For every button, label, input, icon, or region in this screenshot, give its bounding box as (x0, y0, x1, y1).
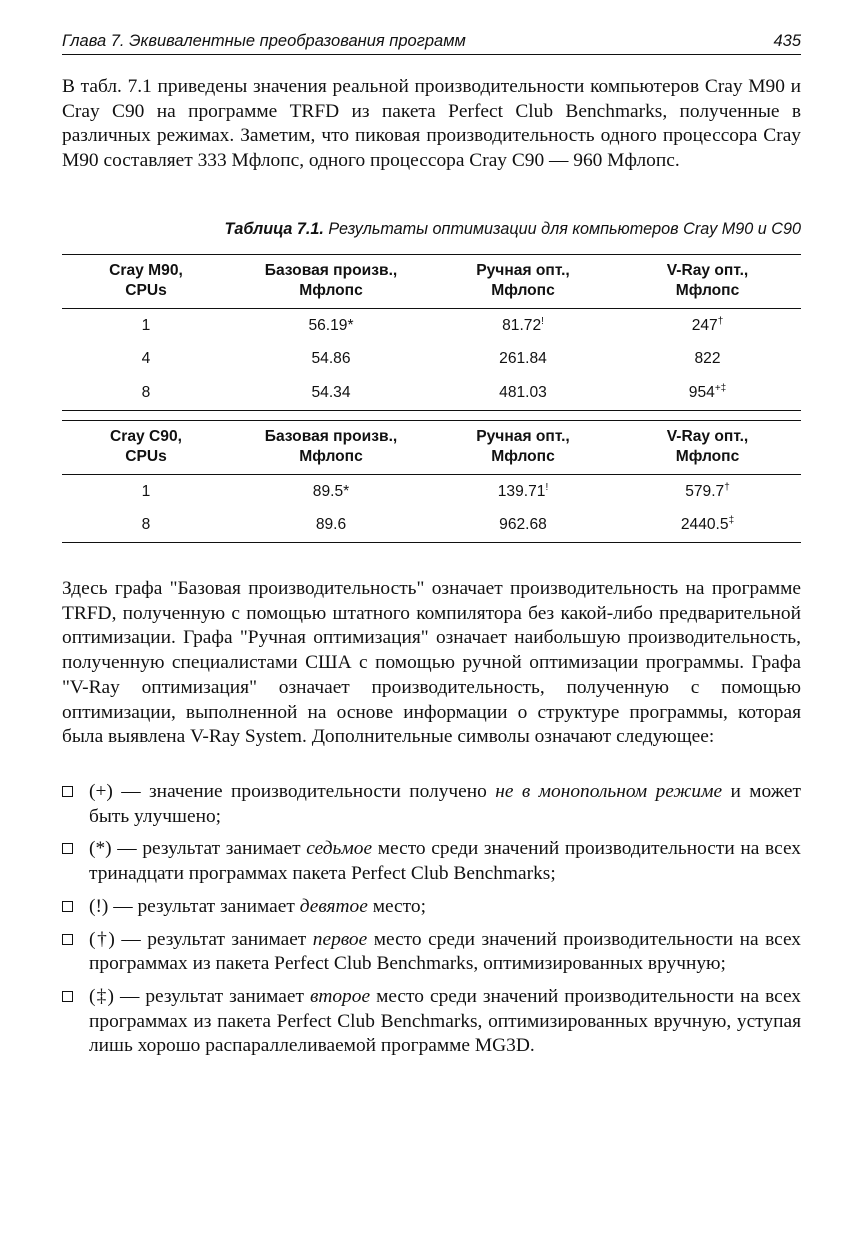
chapter-title: Глава 7. Эквивалентные преобразования программ (62, 32, 466, 50)
header-cpus: Cray M90, CPUs (109, 262, 183, 299)
table-cell: 54.34 (311, 383, 351, 401)
list-item: (!) — результат занимает девятое место; (62, 895, 801, 920)
symbol-legend-list (62, 780, 801, 1067)
table-cell: 8 (141, 383, 151, 401)
header-manual: Ручная опт., Мфлопс (476, 262, 570, 299)
table-cell: 962.68 (499, 516, 547, 534)
table-cell: 54.86 (311, 350, 351, 368)
table-cell: 481.03 (499, 383, 547, 401)
table-cell: 247† (691, 315, 724, 334)
table-cell: 261.84 (499, 350, 547, 368)
table-row (62, 376, 801, 410)
table-header-row (62, 421, 801, 475)
table-cell: 4 (141, 350, 151, 368)
table-header-row (62, 255, 801, 309)
table-cell: 89.5* (312, 482, 350, 500)
table-cell: 1 (141, 482, 151, 500)
table-cell: 8 (141, 516, 151, 534)
checkbox-bullet-icon (62, 901, 73, 912)
list-item: (*) — результат занимает седьмое место среди значений производительности на всех тринадцати программах пакета Perfect Club Benchmarks; (62, 837, 801, 886)
table-cell: 579.7† (685, 481, 730, 500)
header-vray: V-Ray опт., Мфлопс (666, 262, 749, 299)
page-number: 435 (773, 32, 801, 50)
checkbox-bullet-icon (62, 786, 73, 797)
checkbox-bullet-icon (62, 843, 73, 854)
explanation-paragraph: Здесь графа "Базовая производительность" означает производительность на программе TRFD, полученную с помощью штатного компилятора без какой-либо предварительной оптимизации. Графа "Ручная оптимизация" означает наибольшую производительность, полученную специалистами США с помощью ручной оптимизации программы. Графа "V-Ray оптимизация" означает производительность, полученную с помощью оптимизации, выполненной на основе информации о структуре программы, которая была выявлена V-Ray System. Дополнительные символы означают следующее: (62, 578, 801, 748)
checkbox-bullet-icon (62, 991, 73, 1002)
table-caption (62, 220, 801, 239)
list-item: (+) — значение производительности получено не в монопольном режиме и может быть улучшено; (62, 780, 801, 829)
table-cray-m90 (62, 254, 801, 411)
footnote-mark: ‡ (728, 515, 735, 527)
caption-label: Таблица 7.1. (224, 220, 324, 238)
footnote-mark: ! (545, 481, 549, 493)
table-row (62, 309, 801, 343)
header-manual: Ручная опт., Мфлопс (476, 428, 570, 465)
table-cell: 56.19* (308, 316, 354, 334)
list-item: (†) — результат занимает первое место среди значений производительности на всех программах из пакета Perfect Club Benchmarks, оптимизированных вручную; (62, 928, 801, 977)
table-cray-c90 (62, 420, 801, 543)
table-cell: 954+‡ (688, 382, 727, 401)
list-item: (‡) — результат занимает второе место среди значений производительности на всех программах из пакета Perfect Club Benchmarks, оптимизированных вручную, уступая лишь хорошо распараллеливаемой программе MG3D. (62, 985, 801, 1059)
footnote-mark: † (724, 481, 730, 493)
table-row (62, 475, 801, 509)
table-row (62, 509, 801, 543)
header-base: Базовая произв., Мфлопс (264, 262, 398, 299)
checkbox-bullet-icon (62, 934, 73, 945)
footnote-mark: † (717, 315, 724, 327)
table-cell: 89.6 (315, 516, 347, 534)
header-vray: V-Ray опт., Мфлопс (666, 428, 749, 465)
table-cell: 2440.5‡ (680, 515, 735, 534)
footnote-mark: +‡ (714, 382, 727, 394)
table-cell: 822 (694, 350, 721, 368)
intro-paragraph: В табл. 7.1 приведены значения реальной производительности компьютеров Cray M90 и Cray C90 на программе TRFD из пакета Perfect Club Benchmarks, полученные в различных режимах. Заметим, что пиковая производительность одного процессора Cray M90 составляет 333 Мфлопс, одного процессора Cray C90 — 960 Мфлопс. (62, 76, 801, 172)
table-cell: 81.72! (502, 315, 544, 334)
table-row (62, 343, 801, 377)
table-cell: 139.71! (497, 481, 549, 500)
table-cell: 1 (141, 316, 151, 334)
running-header (62, 30, 801, 55)
caption-text: Результаты оптимизации для компьютеров Cray M90 и C90 (323, 220, 801, 238)
footnote-mark: ! (541, 315, 544, 327)
header-base: Базовая произв., Мфлопс (264, 428, 398, 465)
header-cpus: Cray C90, CPUs (110, 428, 182, 465)
